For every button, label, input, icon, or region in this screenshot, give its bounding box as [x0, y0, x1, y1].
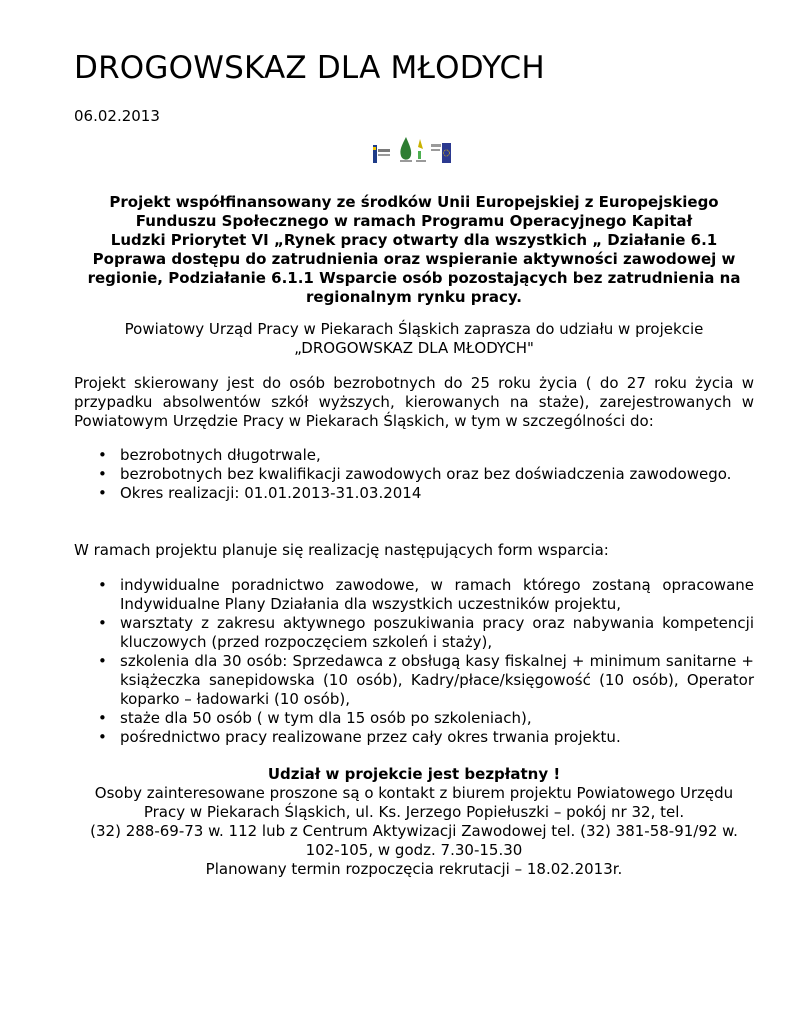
free-participation-heading: Udział w projekcie jest bezpłatny !	[267, 765, 561, 783]
bullet-icon: •	[98, 465, 107, 483]
funding-line: Funduszu Społecznego w ramach Programu Operacyjnego Kapitał	[135, 212, 693, 230]
invitation-project-name: „DROGOWSKAZ DLA MŁODYCH"	[294, 339, 534, 357]
target-group-list	[74, 446, 754, 503]
bullet-icon: •	[98, 576, 107, 594]
bullet-icon: •	[98, 709, 107, 727]
list-item-text: indywidualne poradnictwo zawodowe, w ramach którego zostaną opracowane Indywidualne Plany Działania dla wszystkich uczestników projektu,	[120, 576, 754, 613]
kapital-ludzki-logo	[373, 145, 390, 163]
funding-line: Projekt współfinansowany ze środków Unii Europejskiej z Europejskiego	[109, 193, 719, 211]
list-item	[74, 446, 754, 465]
funding-line: Ludzki Priorytet VI „Rynek pracy otwarty dla wszystkich „ Działanie 6.1	[110, 231, 718, 249]
contact-line: Osoby zainteresowane proszone są o kontakt z biurem projektu Powiatowego Urzędu	[94, 784, 734, 802]
list-item	[74, 709, 754, 728]
invitation-line: Powiatowy Urząd Pracy w Piekarach Śląskich zaprasza do udziału w projekcie	[124, 320, 704, 338]
green-drop-logo	[400, 137, 412, 162]
list-item	[74, 728, 754, 747]
logos-strip	[373, 135, 451, 167]
support-forms-list	[74, 576, 754, 747]
funding-line: regionalnym rynku pracy.	[306, 288, 522, 306]
bullet-icon: •	[98, 652, 107, 670]
bullet-icon: •	[98, 728, 107, 746]
contact-info	[74, 784, 754, 879]
contact-line: (32) 288-69-73 w. 112 lub z Centrum Aktywizacji Zawodowej tel. (32) 381-58-91/92 w.	[90, 822, 738, 840]
funding-line: regionie, Podziałanie 6.1.1 Wsparcie osób pozostających bez zatrudnienia na	[87, 269, 741, 287]
list-item-text: Okres realizacji: 01.01.2013-31.03.2014	[120, 484, 422, 502]
list-item	[74, 576, 754, 614]
contact-line: Pracy w Piekarach Śląskich, ul. Ks. Jerzego Popiełuszki – pokój nr 32, tel.	[143, 803, 685, 821]
target-group-intro: Projekt skierowany jest do osób bezrobotnych do 25 roku życia ( do 27 roku życia w przypadku absolwentów szkół wyższych, kierowanych na staże), zarejestrowanych w Powiatowym Urzędzie Pracy w Piekarach Śląskich, w tym w szczególności do:	[74, 374, 754, 430]
document-title: DROGOWSKAZ DLA MŁODYCH	[74, 50, 545, 86]
list-item-text: bezrobotnych bez kwalifikacji zawodowych oraz bez doświadczenia zawodowego.	[120, 465, 732, 483]
list-item-text: pośrednictwo pracy realizowane przez cały okres trwania projektu.	[120, 728, 621, 746]
list-item	[74, 465, 754, 484]
list-item	[74, 614, 754, 652]
list-item-text: bezrobotnych długotrwale,	[120, 446, 321, 464]
document-date: 06.02.2013	[74, 107, 160, 125]
contact-line: 102-105, w godz. 7.30-15.30	[305, 841, 523, 859]
recruitment-date: Planowany termin rozpoczęcia rekrutacji – 18.02.2013r.	[205, 860, 623, 878]
funding-line: Poprawa dostępu do zatrudnienia oraz wspieranie aktywności zawodowej w	[92, 250, 736, 268]
list-item	[74, 652, 754, 709]
bullet-icon: •	[98, 614, 107, 632]
support-forms-intro: W ramach projektu planuje się realizację następujących form wsparcia:	[74, 541, 609, 559]
invitation	[74, 320, 754, 358]
bullet-icon: •	[98, 446, 107, 464]
list-item-text: szkolenia dla 30 osób: Sprzedawca z obsługą kasy fiskalnej + minimum sanitarne + książeczka sanepidowska (10 osób), Kadry/płace/księgowość (10 osób), Operator koparko – ładowarki (10 osób),	[120, 652, 754, 708]
bullet-icon: •	[98, 484, 107, 502]
list-item-text: staże dla 50 osób ( w tym dla 15 osób po szkoleniach),	[120, 709, 532, 727]
funding-statement	[74, 193, 754, 307]
list-item	[74, 484, 754, 503]
eu-flag-logo	[431, 143, 451, 163]
list-item-text: warsztaty z zakresu aktywnego poszukiwania pracy oraz nabywania kompetencji kluczowych (przed rozpoczęciem szkoleń i staży),	[120, 614, 754, 651]
pup-logo	[416, 139, 426, 162]
